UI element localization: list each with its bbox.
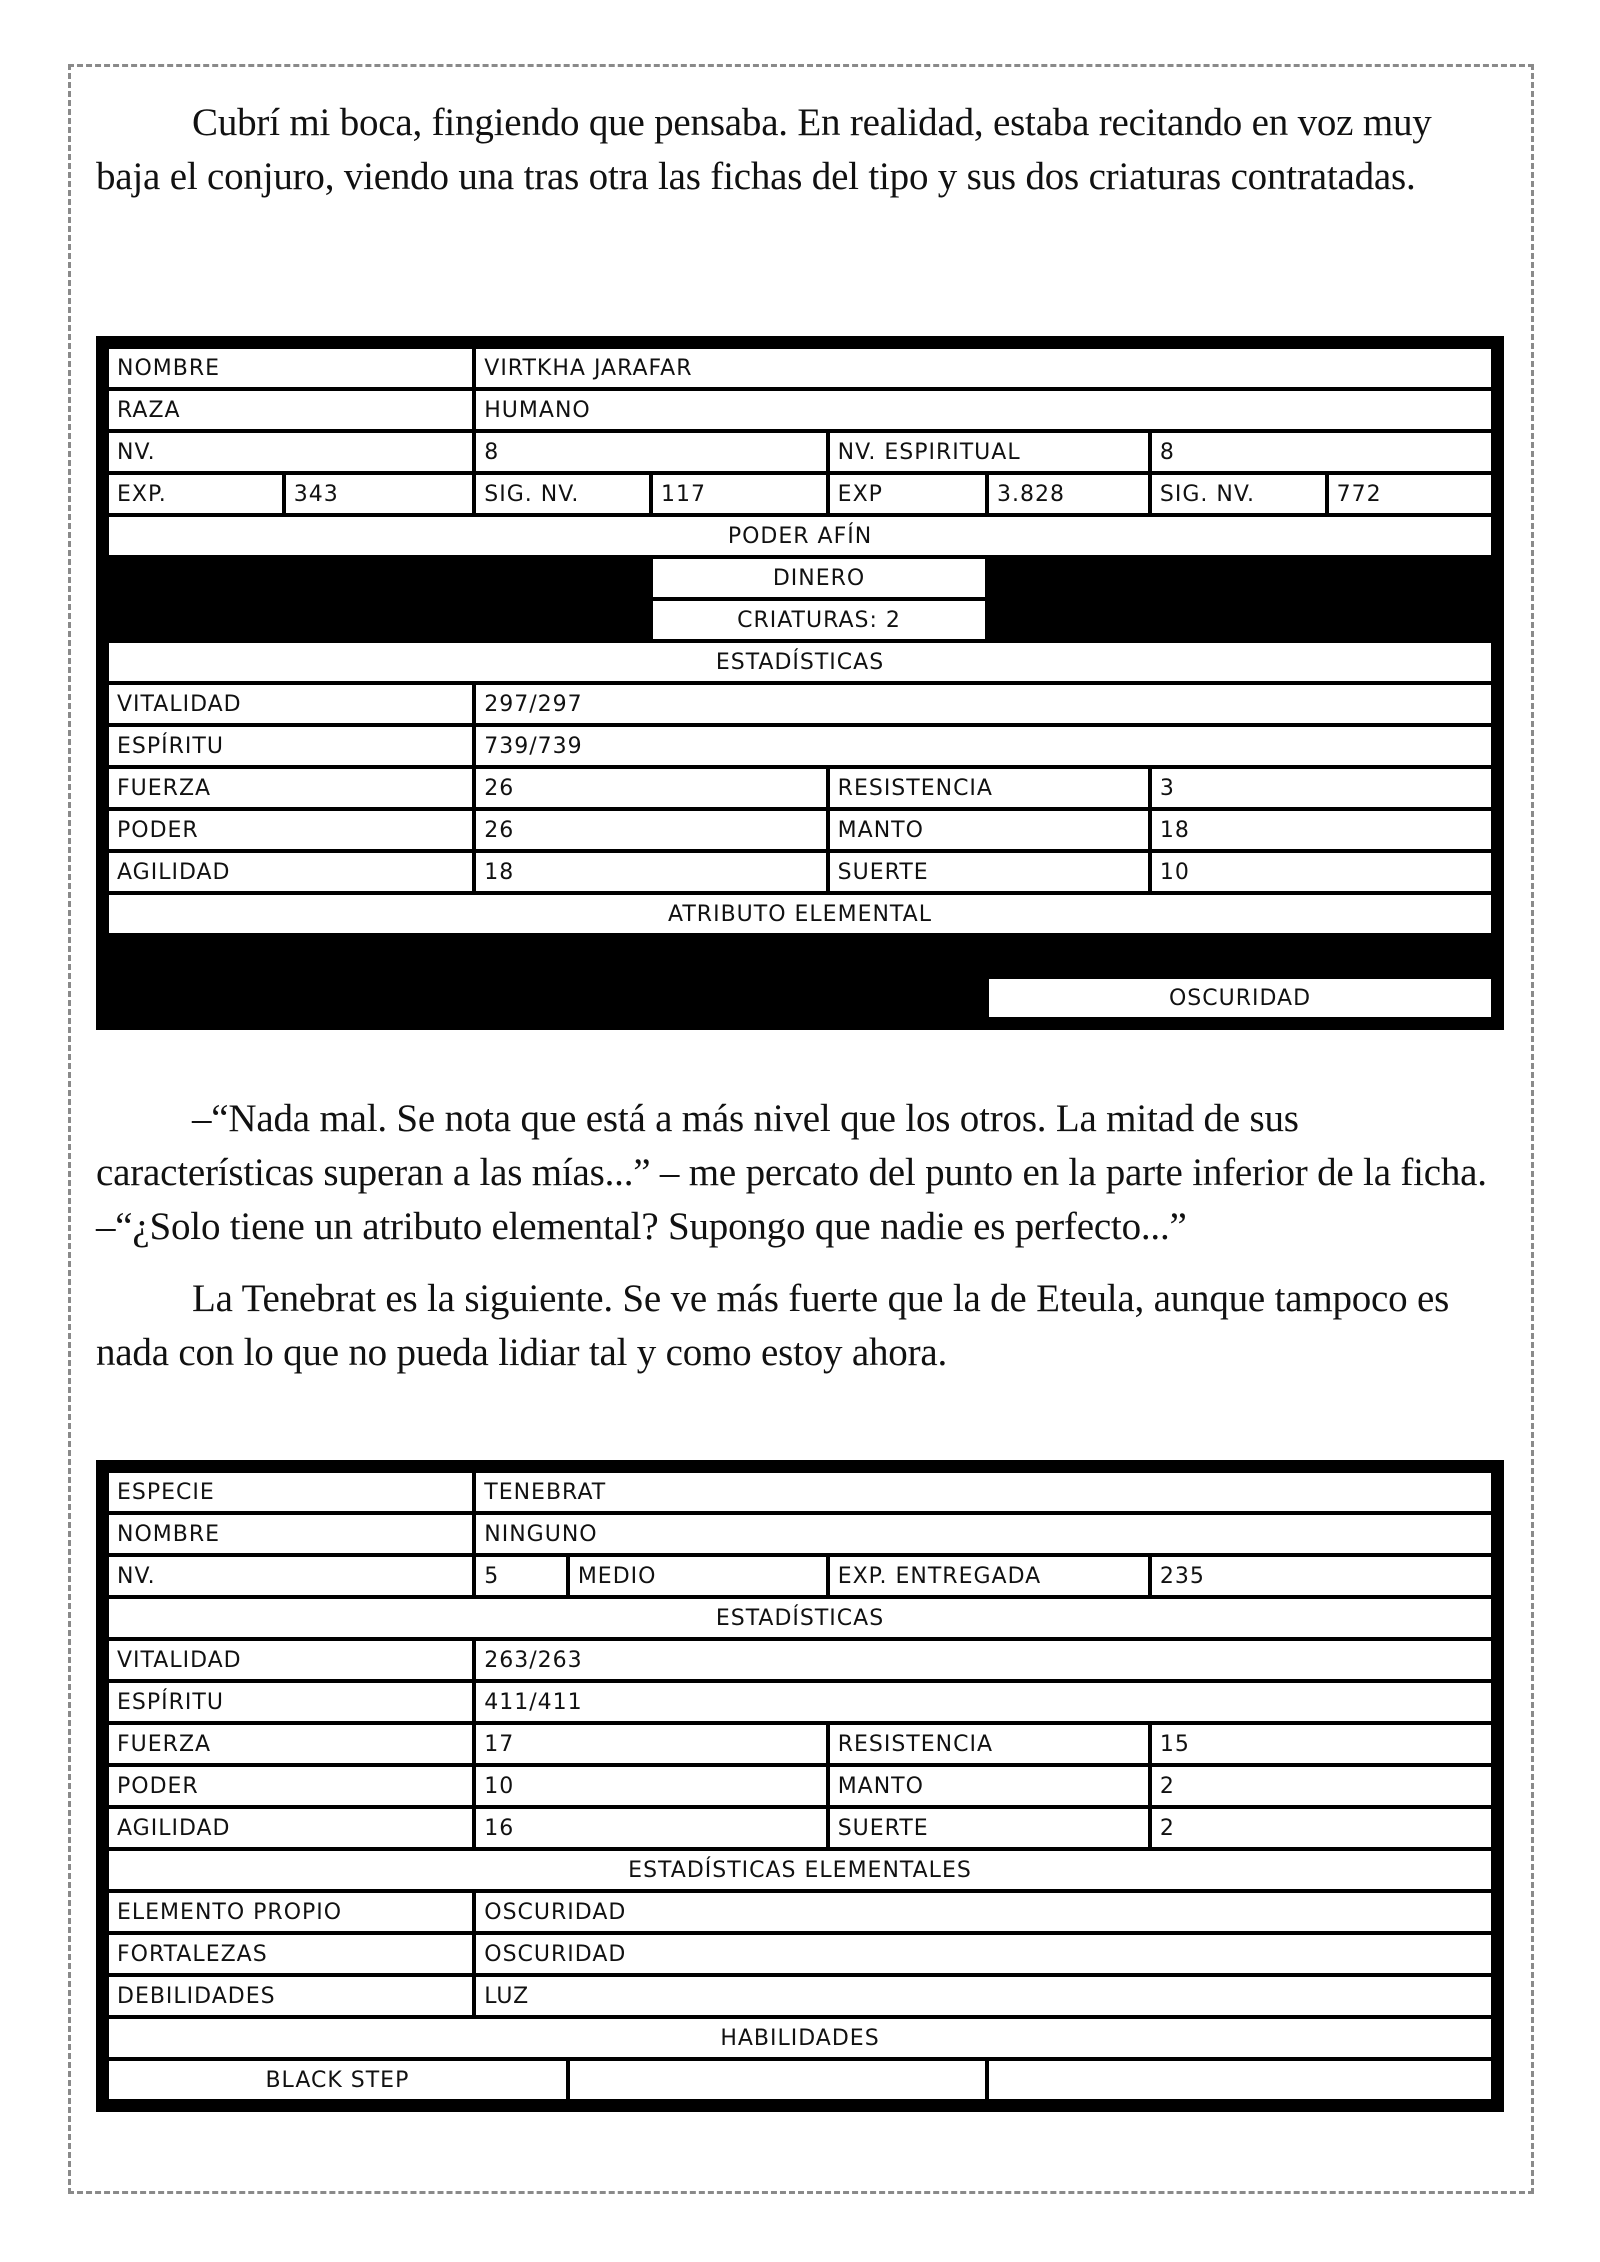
row-poder — [107, 1765, 1493, 1807]
value-nombre: VIRTKHA JARAFAR — [474, 347, 1493, 389]
row-criaturas — [107, 599, 1493, 641]
label-fortalezas: FORTALEZAS — [107, 1933, 474, 1975]
value-exp: 343 — [284, 473, 475, 515]
character-sheet — [96, 336, 1504, 1030]
value-sig-nv: 117 — [651, 473, 828, 515]
label-sig-nv-espiritual: SIG. NV. — [1150, 473, 1327, 515]
label-fuerza: FUERZA — [107, 767, 474, 809]
row-nombre — [107, 347, 1493, 389]
value-raza: HUMANO — [474, 389, 1493, 431]
label-raza: RAZA — [107, 389, 474, 431]
row-poder-afin — [107, 515, 1493, 557]
value-manto: 2 — [1150, 1765, 1493, 1807]
value-especie: TENEBRAT — [474, 1471, 1493, 1513]
label-manto: MANTO — [828, 1765, 1150, 1807]
value-resistencia: 15 — [1150, 1723, 1493, 1765]
row-fortalezas — [107, 1933, 1493, 1975]
value-suerte: 10 — [1150, 851, 1493, 893]
value-nombre: NINGUNO — [474, 1513, 1493, 1555]
value-vitalidad: 263/263 — [474, 1639, 1493, 1681]
creature-sheet-table — [107, 1471, 1493, 2101]
character-sheet-table — [107, 347, 1493, 1019]
label-vitalidad: VITALIDAD — [107, 1639, 474, 1681]
row-elemento-propio — [107, 1891, 1493, 1933]
row-estadisticas-elementales — [107, 1849, 1493, 1891]
header-atributo-elemental: ATRIBUTO ELEMENTAL — [107, 893, 1493, 935]
redacted-cell — [107, 935, 651, 977]
value-sig-nv-espiritual: 772 — [1327, 473, 1493, 515]
row-elementos-1 — [107, 935, 1493, 977]
value-oscuridad: OSCURIDAD — [987, 977, 1493, 1019]
row-atributo-elemental — [107, 893, 1493, 935]
header-estadisticas: ESTADÍSTICAS — [107, 641, 1493, 683]
label-nombre: NOMBRE — [107, 1513, 474, 1555]
row-dinero — [107, 557, 1493, 599]
redacted-cell — [651, 935, 987, 977]
label-exp: EXP. — [107, 473, 284, 515]
value-poder: 26 — [474, 809, 827, 851]
row-vitalidad — [107, 683, 1493, 725]
row-poder — [107, 809, 1493, 851]
row-fuerza — [107, 1723, 1493, 1765]
row-nombre — [107, 1513, 1493, 1555]
redacted-cell — [987, 557, 1493, 599]
value-resistencia: 3 — [1150, 767, 1493, 809]
redacted-cell — [107, 977, 651, 1019]
label-sig-nv: SIG. NV. — [474, 473, 651, 515]
label-suerte: SUERTE — [828, 1807, 1150, 1849]
creature-sheet — [96, 1460, 1504, 2112]
value-debilidades: LUZ — [474, 1975, 1493, 2017]
redacted-cell — [107, 599, 651, 641]
row-habilidades-lista — [107, 2059, 1493, 2101]
row-agilidad — [107, 851, 1493, 893]
row-nivel — [107, 1555, 1493, 1597]
row-estadisticas — [107, 641, 1493, 683]
value-suerte: 2 — [1150, 1807, 1493, 1849]
header-habilidades: HABILIDADES — [107, 2017, 1493, 2059]
label-criaturas: CRIATURAS: 2 — [651, 599, 987, 641]
label-poder: PODER — [107, 809, 474, 851]
value-elemento-propio: OSCURIDAD — [474, 1891, 1493, 1933]
row-vitalidad — [107, 1639, 1493, 1681]
label-exp-espiritual: EXP — [828, 473, 987, 515]
label-espiritu: ESPÍRITU — [107, 1681, 474, 1723]
paragraph-1: Cubrí mi boca, fingiendo que pensaba. En realidad, estaba recitando en voz muy baja el conjuro, viendo una tras otra las fichas del tipo y sus dos criaturas contratadas. — [96, 101, 1432, 198]
header-estadisticas-elementales: ESTADÍSTICAS ELEMENTALES — [107, 1849, 1493, 1891]
label-dinero: DINERO — [651, 557, 987, 599]
value-habilidad-1: BLACK STEP — [107, 2059, 568, 2101]
redacted-cell — [987, 935, 1493, 977]
row-habilidades — [107, 2017, 1493, 2059]
empty-cell — [987, 2059, 1493, 2101]
value-fortalezas: OSCURIDAD — [474, 1933, 1493, 1975]
value-espiritu: 411/411 — [474, 1681, 1493, 1723]
paragraph-2: –“Nada mal. Se nota que está a más nivel que los otros. La mitad de sus características superan a las mías...” – me percato del punto en la parte inferior de la ficha. –“¿Solo tiene un atributo elemental? Supongo que nadie es perfecto...” — [96, 1097, 1487, 1248]
label-nombre: NOMBRE — [107, 347, 474, 389]
row-exp — [107, 473, 1493, 515]
row-raza — [107, 389, 1493, 431]
value-agilidad: 18 — [474, 851, 827, 893]
label-especie: ESPECIE — [107, 1471, 474, 1513]
label-elemento-propio: ELEMENTO PROPIO — [107, 1891, 474, 1933]
row-estadisticas — [107, 1597, 1493, 1639]
redacted-cell — [651, 977, 987, 1019]
label-debilidades: DEBILIDADES — [107, 1975, 474, 2017]
header-poder-afin: PODER AFÍN — [107, 515, 1493, 557]
value-fuerza: 17 — [474, 1723, 827, 1765]
header-estadisticas: ESTADÍSTICAS — [107, 1597, 1493, 1639]
row-espiritu — [107, 1681, 1493, 1723]
value-fuerza: 26 — [474, 767, 827, 809]
label-poder: PODER — [107, 1765, 474, 1807]
value-agilidad: 16 — [474, 1807, 827, 1849]
row-espiritu — [107, 725, 1493, 767]
label-suerte: SUERTE — [828, 851, 1150, 893]
label-nv: NV. — [107, 431, 474, 473]
value-vitalidad: 297/297 — [474, 683, 1493, 725]
label-agilidad: AGILIDAD — [107, 851, 474, 893]
row-especie — [107, 1471, 1493, 1513]
value-nv-espiritual: 8 — [1150, 431, 1493, 473]
value-poder: 10 — [474, 1765, 827, 1807]
label-vitalidad: VITALIDAD — [107, 683, 474, 725]
value-nv: 8 — [474, 431, 827, 473]
paragraph-3: La Tenebrat es la siguiente. Se ve más fuerte que la de Eteula, aunque tampoco es nada con lo que no pueda lidiar tal y como estoy ahora. — [96, 1277, 1450, 1374]
value-nv: 5 — [474, 1555, 568, 1597]
row-elementos-2 — [107, 977, 1493, 1019]
row-fuerza — [107, 767, 1493, 809]
label-manto: MANTO — [828, 809, 1150, 851]
empty-cell — [568, 2059, 987, 2101]
redacted-cell — [107, 557, 651, 599]
label-resistencia: RESISTENCIA — [828, 767, 1150, 809]
label-resistencia: RESISTENCIA — [828, 1723, 1150, 1765]
label-exp-entregada: EXP. ENTREGADA — [828, 1555, 1150, 1597]
redacted-cell — [987, 599, 1493, 641]
value-rango: MEDIO — [568, 1555, 828, 1597]
row-nivel — [107, 431, 1493, 473]
value-exp-espiritual: 3.828 — [987, 473, 1150, 515]
label-agilidad: AGILIDAD — [107, 1807, 474, 1849]
value-manto: 18 — [1150, 809, 1493, 851]
label-espiritu: ESPÍRITU — [107, 725, 474, 767]
row-agilidad — [107, 1807, 1493, 1849]
row-debilidades — [107, 1975, 1493, 2017]
value-espiritu: 739/739 — [474, 725, 1493, 767]
label-nv-espiritual: NV. ESPIRITUAL — [828, 431, 1150, 473]
label-fuerza: FUERZA — [107, 1723, 474, 1765]
label-nv: NV. — [107, 1555, 474, 1597]
value-exp-entregada: 235 — [1150, 1555, 1493, 1597]
